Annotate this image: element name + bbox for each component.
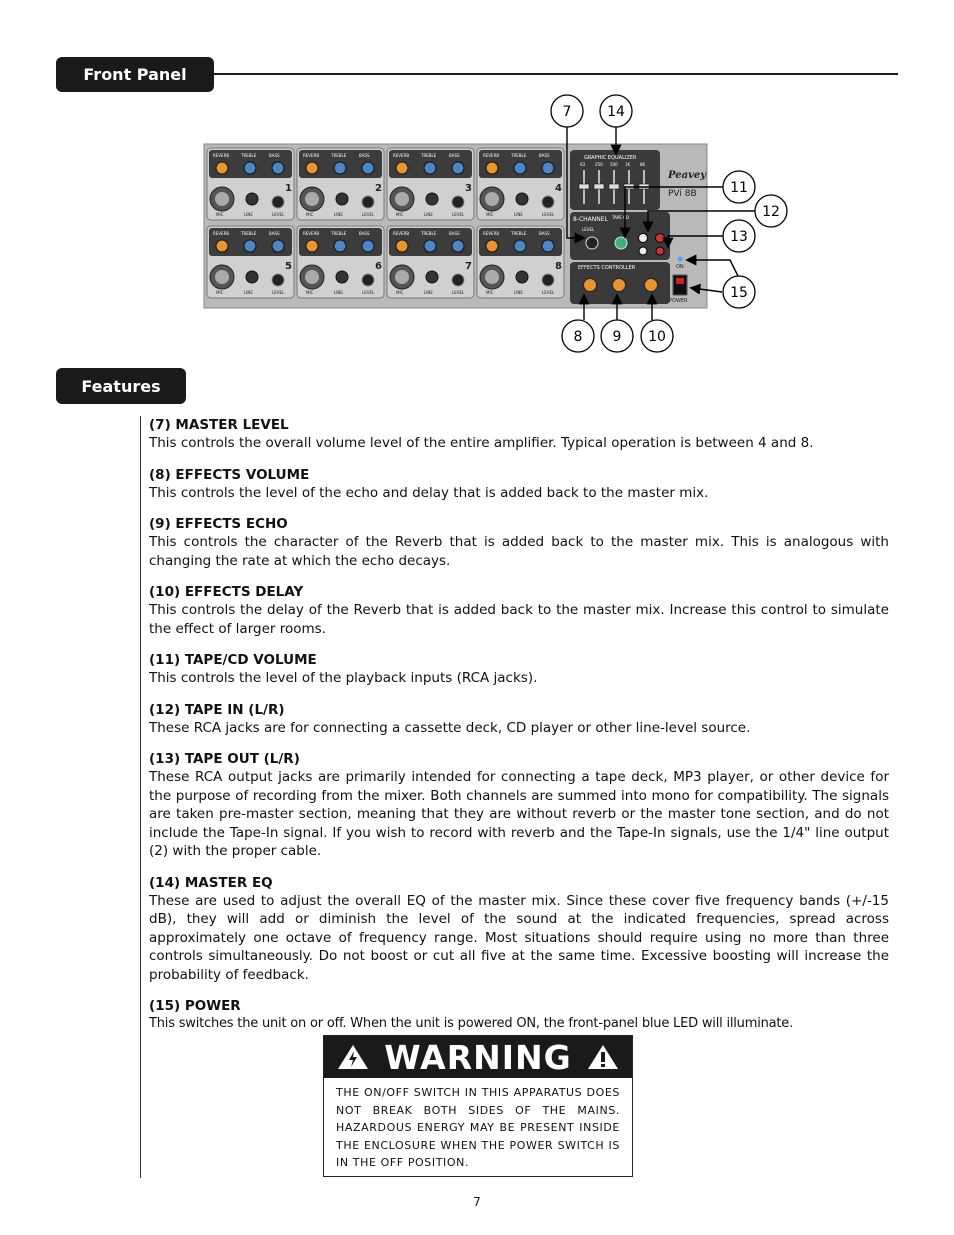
- knob-label: TREBLE: [511, 153, 527, 158]
- channel-strip: [297, 148, 384, 220]
- treble-knob[interactable]: [244, 162, 256, 174]
- knob-label: REVERB: [483, 231, 500, 236]
- line-jack[interactable]: [336, 193, 348, 205]
- master-level-label: LEVEL: [582, 227, 595, 232]
- feature-title: (13) TAPE OUT (L/R): [149, 751, 300, 767]
- warning-box: [323, 1035, 633, 1177]
- bass-knob[interactable]: [452, 240, 464, 252]
- jack-label: LINE: [424, 212, 433, 217]
- knob-label: REVERB: [303, 153, 320, 158]
- eq-slider-handle[interactable]: [579, 184, 589, 189]
- eq-freq-label: 1K: [625, 162, 631, 167]
- knob-label: TREBLE: [241, 231, 257, 236]
- level-knob[interactable]: [362, 274, 374, 286]
- jack-label: MIC: [396, 212, 404, 217]
- treble-knob[interactable]: [244, 240, 256, 252]
- feature-title: (12) TAPE IN (L/R): [149, 701, 285, 718]
- channel-strip: [477, 148, 564, 220]
- xlr-insert: [485, 270, 499, 284]
- jack-label: MIC: [486, 212, 494, 217]
- xlr-insert: [215, 270, 229, 284]
- on-label: ON: [676, 264, 684, 270]
- feature-title: (14) MASTER EQ: [149, 874, 273, 891]
- jack-label: LINE: [514, 290, 523, 295]
- feature-body: This switches the unit on or off. When the unit is powered ON, the front-panel blue LED will illuminate.: [149, 1016, 794, 1031]
- feature-body: This controls the level of the playback inputs (RCA jacks).: [149, 670, 538, 686]
- jack-label: MIC: [306, 212, 314, 217]
- line-jack[interactable]: [426, 271, 438, 283]
- tape-in-left-jack[interactable]: [639, 234, 648, 243]
- knob-label: REVERB: [393, 153, 410, 158]
- bass-knob[interactable]: [452, 162, 464, 174]
- level-knob[interactable]: [452, 196, 464, 208]
- warning-text: THE ON/OFF SWITCH IN THIS APPARATUS DOES NOT BREAK BOTH SIDES OF THE MAINS. HAZARDOUS ENERGY MAY BE PRESENT INSIDE THE ENCLOSURE WHEN THE POWER SWITCH IS IN THE OFF POSITION.: [336, 1086, 620, 1169]
- tape-out-right-jack[interactable]: [656, 247, 664, 255]
- warning-header: [324, 1036, 632, 1078]
- effects-volume-knob[interactable]: [584, 279, 597, 292]
- power-rocker: [676, 278, 684, 284]
- reverb-knob[interactable]: [486, 162, 498, 174]
- knob-label: REVERB: [483, 153, 500, 158]
- knob-label: REVERB: [393, 231, 410, 236]
- reverb-knob[interactable]: [216, 240, 228, 252]
- jack-label: LINE: [244, 212, 253, 217]
- feature-body: These RCA jacks are for connecting a cassette deck, CD player or other line-level source.: [149, 719, 751, 736]
- power-label: POWER: [669, 298, 688, 304]
- knob-label: REVERB: [303, 231, 320, 236]
- jack-label: LEVEL: [272, 290, 285, 295]
- treble-knob[interactable]: [334, 240, 346, 252]
- feature-title: (15) POWER: [149, 998, 241, 1014]
- knob-label: TREBLE: [421, 231, 437, 236]
- effects-echo-knob[interactable]: [613, 279, 626, 292]
- treble-knob[interactable]: [514, 162, 526, 174]
- level-knob[interactable]: [272, 196, 284, 208]
- effects-delay-knob[interactable]: [645, 279, 658, 292]
- eq-slider-handle[interactable]: [609, 184, 619, 189]
- eq-slider-handle[interactable]: [594, 184, 604, 189]
- channel-number: 2: [375, 183, 382, 194]
- feature-title: (7) MASTER LEVEL: [149, 417, 289, 433]
- channel-number: 5: [285, 261, 292, 272]
- knob-label: TREBLE: [241, 153, 257, 158]
- knob-label: BASS: [269, 153, 280, 158]
- margin-rule: [140, 416, 141, 1178]
- reverb-knob[interactable]: [486, 240, 498, 252]
- tape-title: TAPE CD: [612, 215, 629, 220]
- level-knob[interactable]: [272, 274, 284, 286]
- section-title: Features: [81, 376, 161, 396]
- channel-strip: [207, 226, 294, 298]
- warning-triangle-icon: [336, 1043, 370, 1071]
- jack-label: LINE: [424, 290, 433, 295]
- jack-label: MIC: [486, 290, 494, 295]
- channel-strip: [387, 226, 474, 298]
- line-jack[interactable]: [246, 271, 258, 283]
- channel-number: 7: [465, 261, 472, 272]
- xlr-insert: [215, 192, 229, 206]
- jack-label: LEVEL: [542, 212, 555, 217]
- line-jack[interactable]: [516, 271, 528, 283]
- bass-knob[interactable]: [362, 162, 374, 174]
- front-panel-diagram: [0, 90, 954, 360]
- eq-title: GRAPHIC EQUALIZER: [584, 155, 637, 161]
- treble-knob[interactable]: [424, 240, 436, 252]
- jack-label: MIC: [216, 212, 224, 217]
- bass-knob[interactable]: [272, 240, 284, 252]
- xlr-insert: [395, 192, 409, 206]
- knob-label: TREBLE: [331, 231, 347, 236]
- jack-label: LEVEL: [452, 290, 465, 295]
- knob-label: TREBLE: [331, 153, 347, 158]
- callout-number: 15: [730, 285, 748, 301]
- knob-label: BASS: [449, 153, 460, 158]
- eq-freq-label: 8K: [640, 162, 646, 167]
- knob-label: TREBLE: [511, 231, 527, 236]
- callout-number: 8: [573, 329, 583, 345]
- callout-number: 14: [607, 104, 625, 120]
- feature-item: [149, 583, 889, 638]
- jack-label: LINE: [334, 290, 343, 295]
- tape-in-right-jack[interactable]: [656, 234, 665, 243]
- callout-number: 13: [730, 229, 748, 245]
- warning-title: WARNING: [384, 1037, 572, 1077]
- feature-title: (10) EFFECTS DELAY: [149, 584, 304, 600]
- knob-label: BASS: [269, 231, 280, 236]
- level-knob[interactable]: [452, 274, 464, 286]
- knob-label: BASS: [359, 231, 370, 236]
- callout-number: 12: [762, 204, 780, 220]
- channel-number: 3: [465, 183, 472, 194]
- treble-knob[interactable]: [334, 162, 346, 174]
- master-title: 8-CHANNEL: [573, 216, 608, 223]
- treble-knob[interactable]: [514, 240, 526, 252]
- knob-label: BASS: [449, 231, 460, 236]
- section-rule: [214, 73, 898, 75]
- line-jack[interactable]: [426, 193, 438, 205]
- level-knob[interactable]: [362, 196, 374, 208]
- knob-label: REVERB: [213, 231, 230, 236]
- model-label: PVi 8B: [668, 189, 697, 199]
- jack-label: LINE: [514, 212, 523, 217]
- effects-title: EFFECTS CONTROLLER: [578, 265, 636, 271]
- feature-body: This controls the level of the echo and delay that is added back to the master mix.: [149, 484, 709, 501]
- page-number: 7: [473, 1195, 481, 1209]
- feature-item: [149, 750, 889, 861]
- feature-item: [149, 651, 889, 688]
- feature-item: [149, 701, 889, 738]
- jack-label: LEVEL: [272, 212, 285, 217]
- jack-label: LEVEL: [362, 212, 375, 217]
- reverb-knob[interactable]: [306, 162, 318, 174]
- line-jack[interactable]: [516, 193, 528, 205]
- callout-number: 10: [648, 329, 666, 345]
- jack-label: LEVEL: [452, 212, 465, 217]
- knob-label: BASS: [539, 231, 550, 236]
- level-knob[interactable]: [542, 274, 554, 286]
- jack-label: LEVEL: [362, 290, 375, 295]
- callout-number: 7: [562, 104, 572, 120]
- jack-label: LINE: [334, 212, 343, 217]
- jack-label: MIC: [306, 290, 314, 295]
- master-level-knob[interactable]: [586, 237, 598, 249]
- knob-label: BASS: [359, 153, 370, 158]
- bass-knob[interactable]: [272, 162, 284, 174]
- tape-volume-knob[interactable]: [615, 237, 627, 249]
- eq-freq-label: 63: [580, 162, 586, 167]
- feature-body: These are used to adjust the overall EQ of the master mix. Since these cover five frequency bands (+/-15 dB), they will add or diminish the level of the sound at the indicated frequencies, spread across approximately one octave of frequency range. Most situations should require using no more than three controls simultaneously. Do not boost or cut all five at the same time. Excessive boosting will increase the probability of feedback.: [149, 892, 889, 983]
- features-list: [149, 416, 889, 1034]
- feature-item: [149, 874, 889, 985]
- reverb-knob[interactable]: [306, 240, 318, 252]
- reverb-knob[interactable]: [396, 240, 408, 252]
- line-jack[interactable]: [336, 271, 348, 283]
- feature-title: (11) TAPE/CD VOLUME: [149, 652, 317, 668]
- bass-knob[interactable]: [542, 240, 554, 252]
- jack-label: MIC: [396, 290, 404, 295]
- channel-strip: [297, 226, 384, 298]
- section-tab-features: [56, 368, 186, 404]
- callout-number: 9: [612, 329, 622, 345]
- feature-item: [149, 997, 889, 1034]
- power-led: [678, 257, 683, 262]
- line-jack[interactable]: [246, 193, 258, 205]
- eq-freq-label: 500: [610, 162, 618, 167]
- xlr-insert: [305, 270, 319, 284]
- knob-label: BASS: [539, 153, 550, 158]
- reverb-knob[interactable]: [396, 162, 408, 174]
- feature-title: (8) EFFECTS VOLUME: [149, 466, 310, 483]
- tape-out-left-jack[interactable]: [639, 247, 647, 255]
- eq-freq-label: 250: [595, 162, 603, 167]
- xlr-insert: [395, 270, 409, 284]
- feature-body: This controls the character of the Reverb that is added back to the master mix. This is analogous with changing the rate at which the echo decays.: [149, 534, 889, 569]
- jack-label: LEVEL: [542, 290, 555, 295]
- channel-number: 1: [285, 183, 292, 194]
- level-knob[interactable]: [542, 196, 554, 208]
- jack-label: MIC: [216, 290, 224, 295]
- channel-strip: [207, 148, 294, 220]
- treble-knob[interactable]: [424, 162, 436, 174]
- bass-knob[interactable]: [362, 240, 374, 252]
- channel-number: 4: [555, 183, 562, 194]
- channel-number: 6: [375, 261, 382, 272]
- section-title: Front Panel: [83, 65, 187, 84]
- channel-strip: [387, 148, 474, 220]
- feature-title: (9) EFFECTS ECHO: [149, 516, 288, 532]
- feature-item: [149, 416, 889, 453]
- knob-label: REVERB: [213, 153, 230, 158]
- xlr-insert: [485, 192, 499, 206]
- jack-label: LINE: [244, 290, 253, 295]
- channel-number: 8: [555, 261, 562, 272]
- feature-item: [149, 466, 889, 503]
- callout-number: 11: [730, 180, 748, 196]
- exclamation-triangle-icon: [586, 1043, 620, 1071]
- feature-body: These RCA output jacks are primarily intended for connecting a tape deck, MP3 player, or other device for the purpose of recording from the mixer. Both channels are summed into mono for compatibility. The signals are taken pre-master section, meaning that they are without reverb or the master tone section, and do not include the Tape-In signal. If you wish to record with reverb and the Tape-In signals, use the 1/4" line output (2) with the proper cable.: [149, 769, 889, 859]
- feature-body: This controls the delay of the Reverb that is added back to the master mix. Increase this control to simulate the effect of larger rooms.: [149, 602, 889, 637]
- section-tab-front-panel: [56, 57, 214, 92]
- feature-body: This controls the overall volume level of the entire amplifier. Typical operation is between 4 and 8.: [149, 435, 814, 451]
- brand-logo: Peavey: [668, 170, 707, 181]
- channel-strip: [477, 226, 564, 298]
- reverb-knob[interactable]: [216, 162, 228, 174]
- bass-knob[interactable]: [542, 162, 554, 174]
- xlr-insert: [305, 192, 319, 206]
- knob-label: TREBLE: [421, 153, 437, 158]
- feature-item: [149, 515, 889, 570]
